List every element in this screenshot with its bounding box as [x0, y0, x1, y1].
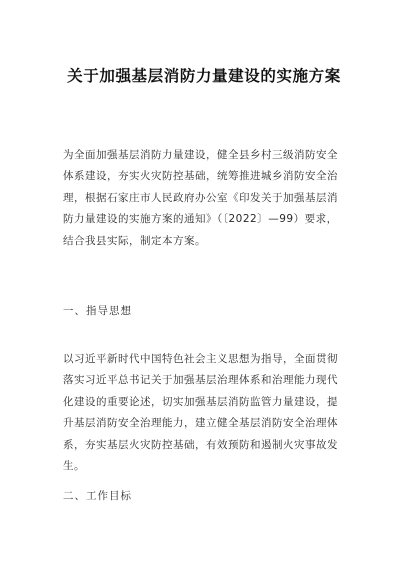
document-title: 关于加强基层消防力量建设的实施方案	[67, 67, 341, 85]
paragraph-line: 生。	[63, 460, 85, 473]
paragraph-line: 系，夯实基层火灾防控基础，有效预防和遏制火灾事故发	[63, 438, 338, 451]
paragraph-line: 为全面加强基层消防力量建设，健全县乡村三级消防安全	[63, 149, 338, 161]
intro-paragraph	[63, 145, 363, 252]
guiding-ideology-paragraph	[63, 349, 363, 477]
section-heading-guiding-ideology: 一、指导思想	[63, 305, 132, 317]
paragraph-line: 升基层消防安全治理能力，建立健全基层消防安全治理体	[63, 417, 338, 430]
section-heading-work-goals: 二、工作目标	[63, 490, 132, 502]
paragraph-line: 理，根据石家庄市人民政府办公室《印发关于加强基层消	[63, 191, 338, 204]
paragraph-line: 化建设的重要论述，切实加强基层消防监管力量建设，提	[63, 395, 338, 408]
paragraph-line: 以习近平新时代中国特色社会主义思想为指导，全面贯彻	[63, 353, 338, 365]
paragraph-line: 防力量建设的实施方案的通知》（〔2022〕—99）要求，	[63, 213, 338, 226]
paragraph-line: 结合我县实际，制定本方案。	[63, 234, 206, 247]
paragraph-line: 落实习近平总书记关于加强基层治理体系和治理能力现代	[63, 374, 338, 387]
paragraph-line: 体系建设，夯实火灾防控基础，统筹推进城乡消防安全治	[63, 170, 338, 183]
